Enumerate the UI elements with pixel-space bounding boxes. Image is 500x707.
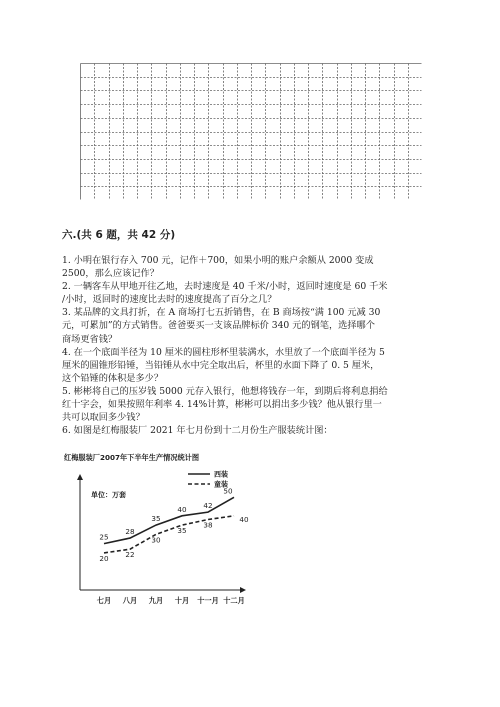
- line-chart: [60, 450, 260, 610]
- chart-title: 红梅服装厂2007年下半年生产情况统计图: [64, 453, 200, 462]
- question-item: [62, 280, 442, 306]
- data-label: 40: [177, 504, 187, 514]
- question-line: 5. 彬彬将自己的压岁钱 5000 元存入银行，他想将钱存一年，到期后将利息捐给: [62, 385, 388, 397]
- x-tick-label: 十一月: [197, 596, 219, 605]
- data-label: 35: [151, 514, 161, 524]
- question-list: [62, 254, 442, 437]
- series-line: [104, 497, 234, 543]
- question-line: /小时，返回时的速度比去时的速度提高了百分之几？: [62, 294, 277, 306]
- question-line: 元，可累加”的方式销售。爸爸要买一支该品牌标价 340 元的钢笔，选择哪个: [62, 320, 375, 332]
- legend-label: 西装: [214, 470, 228, 479]
- y-axis-arrow: [77, 474, 83, 480]
- data-label: 22: [125, 550, 135, 560]
- x-axis-arrow: [240, 587, 246, 593]
- x-tick-label: 八月: [122, 596, 138, 605]
- question-line: 2. 一辆客车从甲地开往乙地，去时速度是 40 千米/小时，返回时速度是 60 千米: [62, 281, 388, 293]
- question-line: 3. 某品牌的文具打折，在 A 商场打七五折销售，在 B 商场按“满 100 元减 30: [62, 307, 381, 319]
- question-item: [62, 385, 442, 424]
- legend-label: 童装: [214, 480, 228, 489]
- question-line: 厘米的圆锥形铅锤，当铅锤从水中完全取出后，杯里的水面下降了 0. 5 厘米，: [62, 359, 380, 371]
- x-tick-label: 九月: [148, 596, 164, 605]
- question-line: 6. 如图是红梅服装厂 2021 年七月份到十二月份生产服装统计图：: [62, 425, 333, 437]
- data-label: 40: [239, 514, 249, 524]
- data-label: 50: [223, 486, 233, 496]
- question-item: [62, 424, 442, 437]
- x-tick-label: 十二月: [223, 596, 245, 605]
- series-line: [104, 516, 234, 553]
- question-line: 2500，那么应该记作？: [62, 268, 159, 280]
- writing-grid: [80, 63, 422, 200]
- question-line: 商场更省钱？: [62, 333, 118, 345]
- unit-label: 单位：万套: [91, 491, 126, 499]
- question-line: 1. 小明在银行存入 700 元，记作＋700，如果小明的账户余额从 2000 变成: [62, 255, 374, 266]
- section-title: 六.(共 6 题，共 42 分): [62, 229, 176, 241]
- data-label: 20: [99, 553, 109, 563]
- question-item: [62, 306, 442, 345]
- question-item: [62, 254, 442, 280]
- question-line: 红十字会，如果按照年利率 4. 14%计算，彬彬可以捐出多少钱？他从银行里一: [62, 399, 382, 411]
- question-item: [62, 346, 442, 385]
- question-line: 4. 在一个底面半径为 10 厘米的圆柱形杯里装满水，水里放了一个底面半径为 5: [62, 346, 385, 358]
- question-line: 共可以取回多少钱？: [62, 412, 145, 424]
- data-label: 38: [203, 520, 213, 530]
- data-label: 28: [125, 527, 135, 537]
- data-label: 25: [99, 532, 109, 542]
- data-label: 42: [203, 501, 213, 511]
- data-label: 30: [151, 535, 161, 545]
- data-label: 35: [177, 526, 187, 536]
- question-line: 这个铅锤的体积是多少？: [62, 372, 164, 384]
- grid-lines: [80, 63, 422, 200]
- x-tick-label: 七月: [96, 596, 112, 605]
- x-tick-label: 十月: [174, 596, 190, 605]
